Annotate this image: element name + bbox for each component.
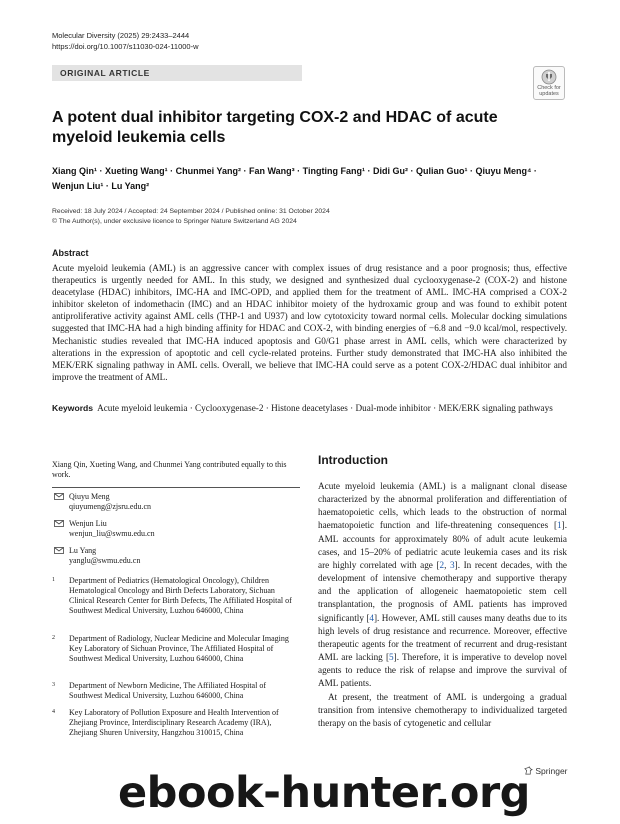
equal-contribution-note: Xiang Qin, Xueting Wang, and Chunmei Yang contributed equally to this work. [52, 460, 287, 479]
journal-citation: Molecular Diversity (2025) 29:2433–2444 [52, 31, 190, 40]
contact-name: Wenjun Liu [69, 519, 107, 528]
affiliation-text: Department of Radiology, Nuclear Medicine and Molecular Imaging Key Laboratory of Sichuan Province, The Affiliated Hospital of Southwest Medical University, Luzhou 646000, China [69, 634, 289, 663]
intro-text-segment: ]. However, AML still causes many deaths due to its high levels of drug resistance and recurrence. Moreover, effective therapeutic agents for the treatment of recurrent and drug-resistant AML are lacking [ [318, 612, 567, 663]
contact-email[interactable]: yanglu@swmu.edu.cn [69, 556, 141, 565]
article-title: A potent dual inhibitor targeting COX-2 and HDAC of acute myeloid leukemia cells [52, 109, 498, 146]
abstract-heading: Abstract [52, 248, 89, 258]
affiliation-number: 2 [52, 635, 55, 641]
envelope-icon [54, 547, 64, 554]
contact-entry [52, 546, 302, 568]
publication-dates [52, 207, 572, 226]
contact-entry [52, 519, 302, 541]
article-type-label: ORIGINAL ARTICLE [52, 65, 302, 81]
envelope-icon [54, 520, 64, 527]
watermark-text: ebook-hunter.org [118, 768, 530, 818]
keywords-block [52, 402, 567, 414]
keywords-text: Acute myeloid leukemia · Cyclooxygenase-2 · Histone deacetylases · Dual-mode inhibitor · MEK/ERK signaling pathways [97, 403, 553, 413]
journal-info [52, 30, 199, 52]
check-for-updates-badge[interactable] [533, 66, 565, 100]
citation-link[interactable]: 4 [369, 612, 374, 623]
affiliation-number: 3 [52, 682, 55, 688]
citation-link[interactable]: 2 [439, 559, 445, 570]
contact-email[interactable]: wenjun_liu@swmu.edu.cn [69, 529, 155, 538]
citation-link[interactable]: 3 [450, 559, 455, 570]
footnote-divider [52, 487, 300, 488]
citation-link[interactable]: 1 [557, 520, 562, 531]
intro-paragraph-1 [318, 480, 567, 691]
crossmark-label-line1: Check for [537, 85, 561, 91]
publisher-name: Springer [535, 766, 568, 776]
crossmark-label-line2: updates [539, 91, 559, 97]
intro-text-segment: Acute myeloid leukemia (AML) is a malignant clonal disease characterized by the abnormal proliferation and differentiation of haematopoietic cells, which leads to the obstruction of normal haematopoietic function and life-threatening consequences [ [318, 481, 567, 531]
introduction-text [318, 480, 567, 730]
intro-paragraph-2: At present, the treatment of AML is undergoing a gradual transition from intensive chemotherapy to individualized targeted therapy on the basis of cytogenetic and cellular [318, 691, 567, 728]
contact-name: Qiuyu Meng [69, 492, 110, 501]
publisher-logo [524, 766, 568, 776]
affiliation-number: 4 [52, 709, 55, 715]
introduction-heading: Introduction [318, 453, 388, 467]
intro-text-segment: ]. In recent decades, with the development of intensive chemotherapy and supportive therapy and the application of allogeneic haematopoietic stem cell transplantation, the prognosis of AML patients has improved significantly [ [318, 559, 568, 623]
affiliation-entry [52, 681, 302, 703]
author-line-1: Xiang Qin¹ · Xueting Wang¹ · Chunmei Yang² · Fan Wang³ · Tingting Fang¹ · Didi Gu² · Qulian Guo¹ · Qiuyu Meng⁴ · [52, 166, 537, 176]
author-list [52, 164, 572, 194]
doi-link[interactable]: https://doi.org/10.1007/s11030-024-11000-w [52, 42, 199, 51]
intro-text-segment: ]. AML accounts for approximately 80% of adult acute leukemia cases, and 15–20% of pediatric acute leukemia cases and its risk are highly correlated with age [ [318, 520, 567, 570]
copyright-line: © The Author(s), under exclusive licence to Springer Nature Switzerland AG 2024 [52, 217, 297, 225]
affiliation-entry [52, 576, 302, 628]
envelope-icon [54, 493, 64, 500]
affiliation-number: 1 [52, 577, 55, 583]
history-dates: Received: 18 July 2024 / Accepted: 24 September 2024 / Published online: 31 October 2024 [52, 208, 330, 215]
crossmark-icon [541, 69, 557, 85]
keywords-heading: Keywords [52, 403, 94, 413]
intro-text-segment: ]. Therefore, it is imperative to develop novel agents to reduce the risk of relapse and improve the survival of AML patients. [318, 652, 567, 689]
contact-name: Lu Yang [69, 546, 97, 555]
citation-link[interactable]: 5 [389, 652, 394, 663]
contact-email[interactable]: qiuyumeng@zjsru.edu.cn [69, 502, 152, 511]
affiliation-entry [52, 634, 302, 676]
author-line-2: Wenjun Liu¹ · Lu Yang² [52, 181, 150, 191]
abstract-text: Acute myeloid leukemia (AML) is an aggressive cancer with complex issues of drug resistance and a poor prognosis; thus, effective therapeutics is urgently needed for AML. In this study, we designed and synthesized dual cyclooxygenase-2 (COX-2) and histone deacetylase (HDAC) inhibitors, IMC-HA and IMC-OPD, and applied them for the treatment of AML. IMC-HA comprised a COX-2 inhibitor skeleton of indomethacin (IMC) and an HDAC inhibitor moiety of the hydroxamic group and was found to exhibit potent antiproliferative activity against AML cells (THP-1 and U937) and low cytotoxicity toward normal cells. Molecular docking simulations suggested that IMC-HA had a high binding affinity for HDAC and COX-2, with binding energies of −6.8 and −9.0 kcal/mol, respectively. Mechanistic studies revealed that IMC-HA induced apoptosis and G0/G1 phase arrest in AML cells, which were characterized by alterations in the expression of apoptotic and cell cycle-related proteins. Further study demonstrated that IMC-HA also inhibited the MEK/ERK signaling pathway in AML cells. Overall, we believe that IMC-HA could serve as a potent COX-2/HDAC dual inhibitor and improve the treatment of AML. [52, 263, 567, 382]
contact-entry [52, 492, 302, 514]
affiliation-text: Department of Pediatrics (Hematological Oncology), Children Hematological Oncology and Birth Defects Laboratory, Sichuan Clinical Research Center for Birth Defects, The Affiliated Hospital of Southwest Medical University, Luzhou 646000, China [69, 576, 292, 615]
affiliation-entry [52, 708, 302, 750]
affiliation-text: Key Laboratory of Pollution Exposure and Health Intervention of Zhejiang Province, Interdisciplinary Research Academy (IRA), Zhejiang Shuren University, Hangzhou 310015, China [69, 708, 279, 737]
intro-text-segment: , [444, 559, 451, 570]
affiliation-text: Department of Newborn Medicine, The Affiliated Hospital of Southwest Medical University, Luzhou 646000, China [69, 681, 266, 700]
